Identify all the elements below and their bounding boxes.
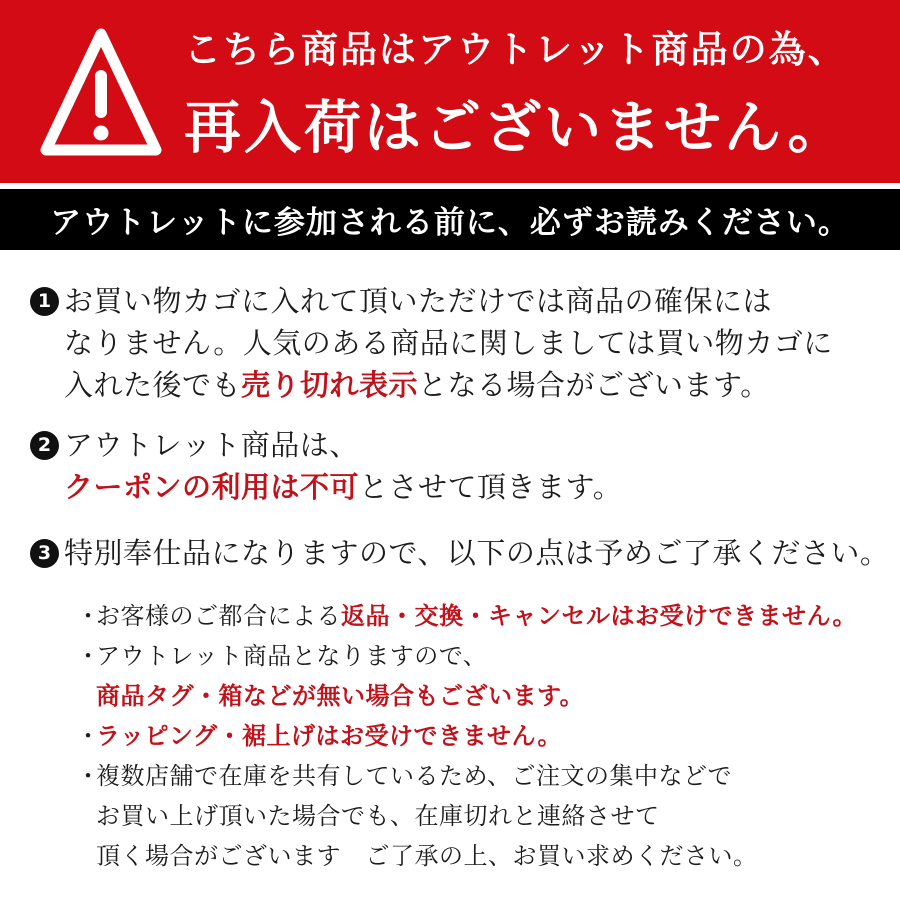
warning-triangle-icon [38,24,164,160]
banner-line1: こちら商品はアウトレット商品の為、 [184,28,847,71]
note-2-line-1 [64,424,622,466]
bullet-dot: ・ [76,602,101,630]
sub-bullet-3 [76,716,872,756]
note-3-heading-text: 特別奉仕品になりますので、以下の点は予めご了承ください。 [64,536,890,570]
note-1-line-3-black: 入れた後でも [64,368,242,402]
sub-bullet-2-highlight: 商品タグ・箱などが無い場合もございます。 [96,682,585,710]
banner-text [184,19,847,164]
number-1-badge [30,287,59,316]
note-1-line-2 [64,322,833,364]
sub-bullet-4-cont-1-text: お買い上げ頂いた場合でも、在庫切れと連絡させて [96,802,660,830]
note-2-line-1-text: アウトレット商品は、 [64,428,359,462]
number-2-badge [30,431,59,460]
note-3-sublist [76,596,872,876]
note-1-line-1 [64,280,833,322]
number-1-label: 1 [37,290,52,312]
sub-bullet-1-highlight: 返品・交換・キャンセルはお受けできません。 [341,602,857,630]
sub-bullet-1-black: お客様のご都合による [96,602,341,630]
sub-bullet-4 [76,756,872,796]
note-2 [30,424,872,508]
sub-bullet-1 [76,596,872,636]
note-2-line-2-highlight: クーポンの利用は不可 [64,470,360,504]
warning-banner [0,0,900,183]
note-1-text [64,280,833,406]
sub-bullet-2 [76,636,872,676]
sub-bullet-4-cont-2 [80,836,872,876]
read-before-bar [0,189,900,250]
bullet-dot: ・ [76,762,101,790]
read-before-text: アウトレットに参加される前に、必ずお読みください。 [50,205,850,241]
notes-body [0,280,900,876]
note-1-line-1-text: お買い物カゴに入れて頂いただけでは商品の確保には [64,284,773,318]
note-1-line-2-text: なりません。人気のある商品に関しましては買い物カゴに [64,326,833,360]
sub-bullet-4-black: 複数店舗で在庫を共有しているため、ご注文の集中などで [96,762,733,790]
note-2-line-2-tail: とさせて頂きます。 [359,470,623,504]
bullet-dot: ・ [76,722,101,750]
sub-bullet-3-highlight: ラッピング・裾上げはお受けできません。 [96,722,562,750]
number-3-badge [30,539,59,568]
sub-bullet-4-cont-1 [80,796,872,836]
note-1-line-3-highlight: 売り切れ表示 [241,368,419,402]
sub-bullet-2-cont [80,676,872,716]
number-3-label: 3 [37,542,52,564]
note-1-line-3 [64,364,833,406]
note-1-line-3-tail: となる場合がございます。 [418,368,770,402]
sub-bullet-4-cont-2-text: 頂く場合がございます ご了承の上、お買い求めください。 [96,842,758,870]
note-1 [30,280,872,406]
note-2-text [64,424,622,508]
note-3-heading [64,532,889,574]
banner-line2: 再入荷はございません。 [184,95,848,161]
note-3-text [64,532,889,574]
number-2-label: 2 [37,434,52,456]
sub-bullet-2-black: アウトレット商品となりますので、 [96,642,488,670]
bullet-dot: ・ [76,642,101,670]
note-3 [30,532,890,574]
note-2-line-2 [64,466,622,508]
